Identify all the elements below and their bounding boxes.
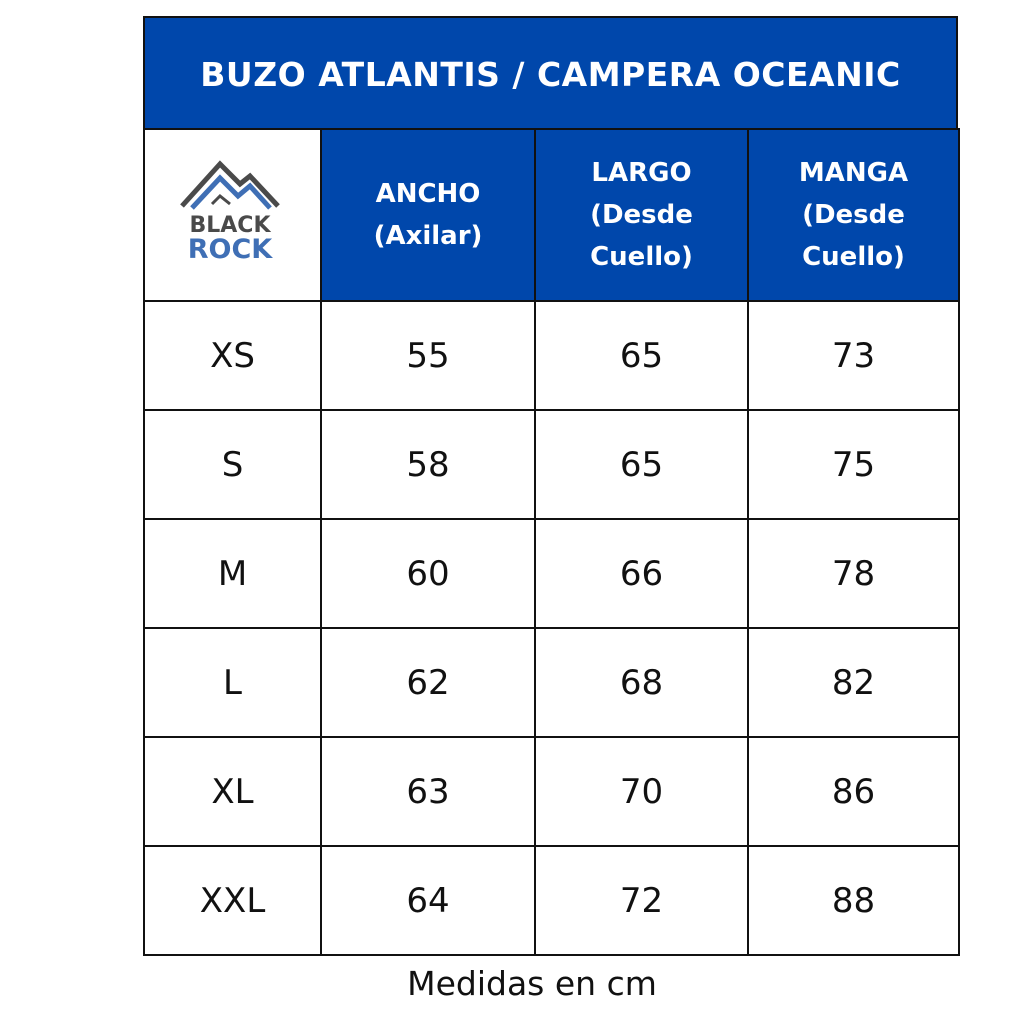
manga-cell: 82 (748, 628, 959, 737)
logo-text-rock: ROCK (187, 233, 272, 265)
largo-cell: 65 (535, 301, 748, 410)
header-row (144, 129, 959, 301)
column-header-line: LARGO (591, 158, 692, 188)
largo-cell: 68 (535, 628, 748, 737)
ancho-cell: 62 (321, 628, 535, 737)
table-row (144, 410, 959, 519)
column-header-line: (Axilar) (373, 221, 483, 251)
logo-cell (144, 129, 321, 301)
column-header-line: MANGA (798, 158, 909, 188)
column-header-line: ANCHO (375, 179, 481, 209)
column-header-manga (748, 129, 959, 301)
column-header-largo (535, 129, 748, 301)
manga-cell: 88 (748, 846, 959, 955)
largo-cell: 70 (535, 737, 748, 846)
table-row (144, 301, 959, 410)
units-note: Medidas en cm (407, 964, 657, 1003)
largo-cell: 66 (535, 519, 748, 628)
brand-logo (178, 158, 288, 268)
size-cell: XS (144, 301, 321, 410)
column-header-line: (Desde (802, 200, 905, 230)
size-cell: L (144, 628, 321, 737)
size-cell: XXL (144, 846, 321, 955)
column-header-line: (Desde (590, 200, 693, 230)
table-row (144, 628, 959, 737)
column-header-ancho (321, 129, 535, 301)
logo-text-black: BLACK (188, 212, 271, 238)
ancho-cell: 63 (321, 737, 535, 846)
manga-cell: 78 (748, 519, 959, 628)
mountain-icon (182, 164, 278, 208)
manga-cell: 73 (748, 301, 959, 410)
chart-title: BUZO ATLANTIS / CAMPERA OCEANIC (143, 16, 958, 130)
size-cell: S (144, 410, 321, 519)
column-header-line: Cuello) (802, 242, 905, 272)
column-header-line: Cuello) (590, 242, 693, 272)
ancho-cell: 60 (321, 519, 535, 628)
size-table (143, 128, 960, 956)
size-cell: XL (144, 737, 321, 846)
ancho-cell: 55 (321, 301, 535, 410)
manga-cell: 86 (748, 737, 959, 846)
largo-cell: 72 (535, 846, 748, 955)
table-row (144, 846, 959, 955)
largo-cell: 65 (535, 410, 748, 519)
table-row (144, 519, 959, 628)
table-row (144, 737, 959, 846)
manga-cell: 75 (748, 410, 959, 519)
ancho-cell: 64 (321, 846, 535, 955)
size-cell: M (144, 519, 321, 628)
ancho-cell: 58 (321, 410, 535, 519)
